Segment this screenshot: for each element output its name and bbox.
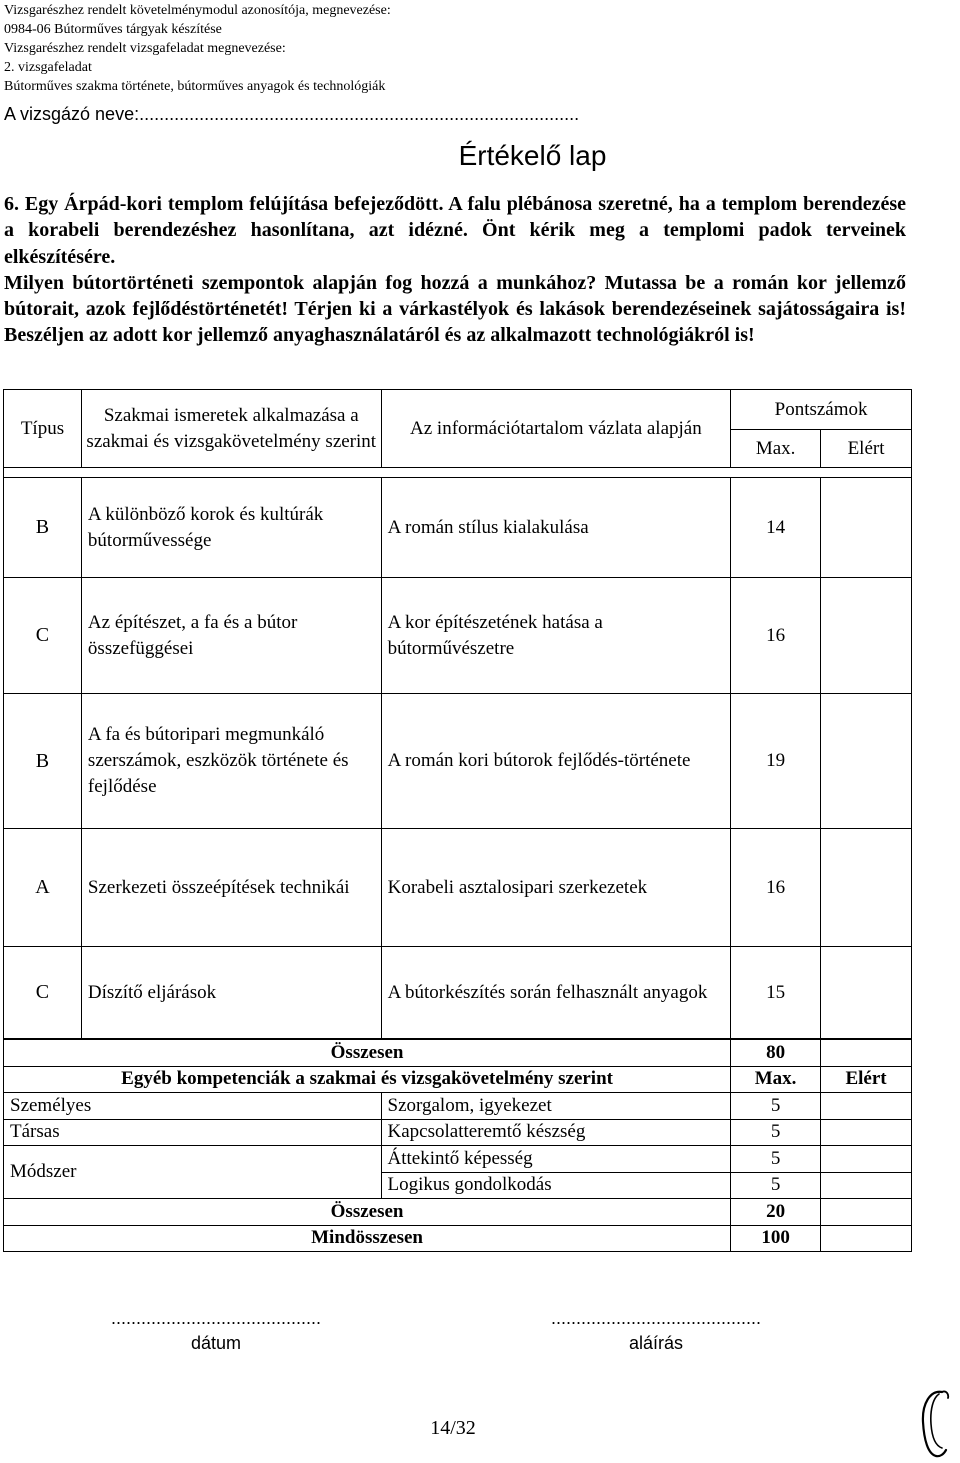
header-max: Max. <box>731 430 821 468</box>
grand-total-value: 100 <box>731 1225 821 1252</box>
table-row <box>4 829 912 947</box>
row-achieved <box>821 829 912 947</box>
table-row <box>4 1119 912 1146</box>
row-content: A román stílus kialakulása <box>381 478 731 578</box>
competency-achieved <box>821 1146 912 1173</box>
signature-block <box>526 1308 786 1354</box>
header-knowledge: Szakmai ismeretek alkalmazása a szakmai és vizsgakövetelmény szerint <box>81 390 381 468</box>
grand-total-achieved <box>821 1225 912 1252</box>
task-paragraph-2: Milyen bútortörténeti szempontok alapján fog hozzá a munkához? Mutassa be a román kor jellemző bútorait, azok fejlődéstörténetét! Térjen ki a várkastélyok és lakások berendezéseinek sajátosságaira is! Beszéljen az adott kor jellemző anyaghasználatáról és az alkalmazott technológiákról is! <box>4 271 906 347</box>
subtotal-value: 20 <box>731 1199 821 1226</box>
competency-achieved <box>821 1093 912 1120</box>
row-knowledge: Az építészet, a fa és a bútor összefüggései <box>81 578 381 694</box>
row-achieved <box>821 947 912 1039</box>
competency-table <box>3 1039 912 1252</box>
competency-max: 5 <box>731 1146 821 1173</box>
competency-achieved <box>821 1172 912 1199</box>
task-paragraph-1: 6. Egy Árpád-kori templom felújítása befejeződött. A falu plébánosa szeretné, ha a templom berendezése a korabeli berendezéshez hasonlítana, azt idézné. Önt kérik meg a templomi padok terveinek elkészítésére. <box>4 193 906 268</box>
competency-max: 5 <box>731 1093 821 1120</box>
row-content: A bútorkészítés során felhasznált anyagok <box>381 947 731 1039</box>
competency-max: 5 <box>731 1172 821 1199</box>
header-line: Vizsgarészhez rendelt követelménymodul azonosítója, megnevezése: <box>4 3 391 18</box>
row-type: C <box>4 947 82 1039</box>
module-header <box>4 1 391 96</box>
table-row <box>4 694 912 829</box>
candidate-name-line: A vizsgázó neve:........................................................................................ <box>4 104 580 124</box>
row-max: 16 <box>731 829 821 947</box>
header-content: Az információtartalom vázlata alapján <box>381 390 731 468</box>
table-row <box>4 578 912 694</box>
competency-item: Kapcsolatteremtő készség <box>381 1119 731 1146</box>
row-max: 19 <box>731 694 821 829</box>
header-achieved: Elért <box>821 430 912 468</box>
competency-label: Módszer <box>4 1146 382 1199</box>
header-line: Bútorműves szakma története, bútorműves anyagok és technológiák <box>4 79 386 94</box>
competency-item: Szorgalom, igyekezet <box>381 1093 731 1120</box>
competency-max-header: Max. <box>731 1066 821 1093</box>
header-line: 0984-06 Bútorműves tárgyak készítése <box>4 22 222 37</box>
row-type: B <box>4 478 82 578</box>
task-description <box>4 191 906 349</box>
table-row <box>4 1146 912 1173</box>
total-label: Összesen <box>4 1040 731 1067</box>
row-achieved <box>821 478 912 578</box>
row-type: B <box>4 694 82 829</box>
date-block <box>86 1308 346 1354</box>
competency-label: Személyes <box>4 1093 382 1120</box>
date-label: dátum <box>190 1333 242 1353</box>
row-max: 15 <box>731 947 821 1039</box>
competency-label: Társas <box>4 1119 382 1146</box>
header-type: Típus <box>4 390 82 468</box>
row-knowledge: A különböző korok és kultúrák bútorművessége <box>81 478 381 578</box>
header-line: Vizsgarészhez rendelt vizsgafeladat megnevezése: <box>4 41 286 56</box>
evaluation-table <box>3 389 912 1039</box>
competency-achieved-header: Elért <box>821 1066 912 1093</box>
row-achieved <box>821 578 912 694</box>
row-achieved <box>821 694 912 829</box>
grand-total-label: Mindösszesen <box>4 1225 731 1252</box>
page-title: Értékelő lap <box>458 140 607 171</box>
signature-dots: .......................................... <box>550 1308 762 1328</box>
page-number: 14/32 <box>430 1417 476 1439</box>
row-type: C <box>4 578 82 694</box>
row-knowledge: Szerkezeti összeépítések technikái <box>81 829 381 947</box>
date-dots: .......................................... <box>110 1308 322 1328</box>
header-points: Pontszámok <box>731 390 912 430</box>
row-content: A román kori bútorok fejlődés-története <box>381 694 731 829</box>
subtotal-achieved <box>821 1199 912 1226</box>
row-type: A <box>4 829 82 947</box>
competency-header: Egyéb kompetenciák a szakmai és vizsgakövetelmény szerint <box>4 1066 731 1093</box>
subtotal-label: Összesen <box>4 1199 731 1226</box>
row-knowledge: A fa és bútoripari megmunkáló szerszámok, eszközök története és fejlődése <box>81 694 381 829</box>
row-content: Korabeli asztalosipari szerkezetek <box>381 829 731 947</box>
spacer-row <box>4 468 912 478</box>
row-max: 14 <box>731 478 821 578</box>
row-knowledge: Díszítő eljárások <box>81 947 381 1039</box>
handwritten-mark-icon <box>918 1386 954 1460</box>
total-value: 80 <box>731 1040 821 1067</box>
total-achieved <box>821 1040 912 1067</box>
header-line: 2. vizsgafeladat <box>4 60 92 75</box>
competency-achieved <box>821 1119 912 1146</box>
row-content: A kor építészetének hatása a bútorművészetre <box>381 578 731 694</box>
table-row <box>4 947 912 1039</box>
competency-max: 5 <box>731 1119 821 1146</box>
row-max: 16 <box>731 578 821 694</box>
table-row <box>4 478 912 578</box>
competency-item: Logikus gondolkodás <box>381 1172 731 1199</box>
signature-label: aláírás <box>628 1333 684 1353</box>
table-row <box>4 1093 912 1120</box>
competency-item: Áttekintő képesség <box>381 1146 731 1173</box>
